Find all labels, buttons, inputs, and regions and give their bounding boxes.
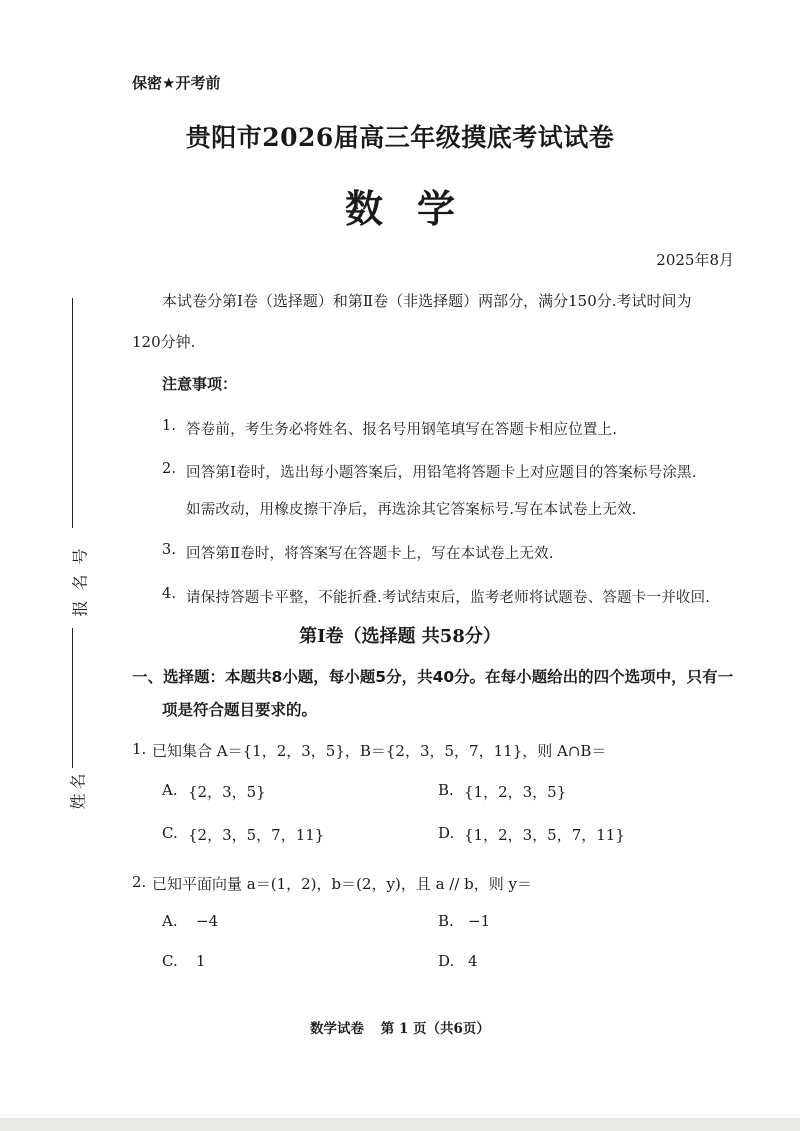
page-footer <box>0 1017 800 1037</box>
q2-option-a-text: −4 <box>196 912 219 930</box>
question-1-num: 1. <box>132 740 147 758</box>
question-2-stem: 已知平面向量 a＝(1，2)，b＝(2，y)，且 a // b，则 y＝ <box>152 875 533 893</box>
note-1-text: 答卷前，考生务必将姓名、报名号用钢笔填写在答题卡相应位置上. <box>186 422 618 438</box>
note-2-num: 2. <box>162 461 177 477</box>
intro-line-2: 120分钟. <box>132 333 196 351</box>
q1-option-c-label: C. <box>162 824 178 842</box>
confidential-notice: 保密★开考前 <box>132 74 221 92</box>
q2-option-b-text: −1 <box>468 912 491 930</box>
name-label: 姓名 <box>68 769 88 810</box>
exam-no-line-lower <box>72 628 73 768</box>
q2-option-d-text: 4 <box>468 952 478 970</box>
note-2-text-cont: 如需改动，用橡皮擦干净后，再选涂其它答案标号.写在本试卷上无效. <box>186 502 637 518</box>
footer-page-number: 第 1 页（共6页） <box>380 1021 490 1037</box>
q1-option-c-text: {2，3，5，7，11} <box>188 826 325 844</box>
note-3-num: 3. <box>162 542 177 558</box>
subject-title: 数学 <box>344 186 489 231</box>
q1-option-a-label: A. <box>162 781 178 799</box>
question-2-num: 2. <box>132 873 147 891</box>
exam-no-label: 报名号 <box>70 538 90 617</box>
q2-option-c-label: C. <box>162 952 178 970</box>
notes-title: 注意事项： <box>162 375 238 393</box>
note-3-text: 回答第Ⅱ卷时，将答案写在答题卡上，写在本试卷上无效. <box>186 546 554 562</box>
exam-date: 2025年8月 <box>656 251 734 269</box>
q1-option-b-label: B. <box>438 781 454 799</box>
part-heading-line-2: 项是符合题目要求的。 <box>162 701 318 719</box>
footer-subject: 数学试卷 <box>310 1021 365 1037</box>
question-1-stem: 已知集合 A＝{1，2，3，5}，B＝{2，3，5，7，11}，则 A∩B＝ <box>152 742 607 760</box>
q1-option-a-text: {2，3，5} <box>188 783 266 801</box>
note-1-num: 1. <box>162 418 177 434</box>
note-2-text: 回答第Ⅰ卷时，选出每小题答案后，用铅笔将答题卡上对应题目的答案标号涂黑. <box>186 465 697 481</box>
exam-title: 贵阳市2026届高三年级摸底考试试卷 <box>185 123 615 152</box>
q1-option-d-label: D. <box>438 824 455 842</box>
note-4-text: 请保持答题卡平整，不能折叠.考试结束后，监考老师将试题卷、答题卡一并收回. <box>186 590 711 606</box>
section-title: 第Ⅰ卷（选择题 共58分） <box>299 626 501 647</box>
q2-option-d-label: D. <box>438 952 455 970</box>
q1-option-b-text: {1，2，3，5} <box>464 783 567 801</box>
intro-line-1: 本试卷分第Ⅰ卷（选择题）和第Ⅱ卷（非选择题）两部分，满分150分.考试时间为 <box>162 292 692 310</box>
q2-option-c-text: 1 <box>196 952 206 970</box>
scan-bottom-edge <box>0 1118 800 1131</box>
q1-option-d-text: {1，2，3，5，7，11} <box>464 826 625 844</box>
q2-option-b-label: B. <box>438 912 454 930</box>
exam-no-line-upper <box>72 298 73 528</box>
part-heading-line-1: 一、选择题：本题共8小题，每小题5分，共40分。在每小题给出的四个选项中，只有一 <box>132 668 734 686</box>
q2-option-a-label: A. <box>162 912 178 930</box>
note-4-num: 4. <box>162 586 177 602</box>
